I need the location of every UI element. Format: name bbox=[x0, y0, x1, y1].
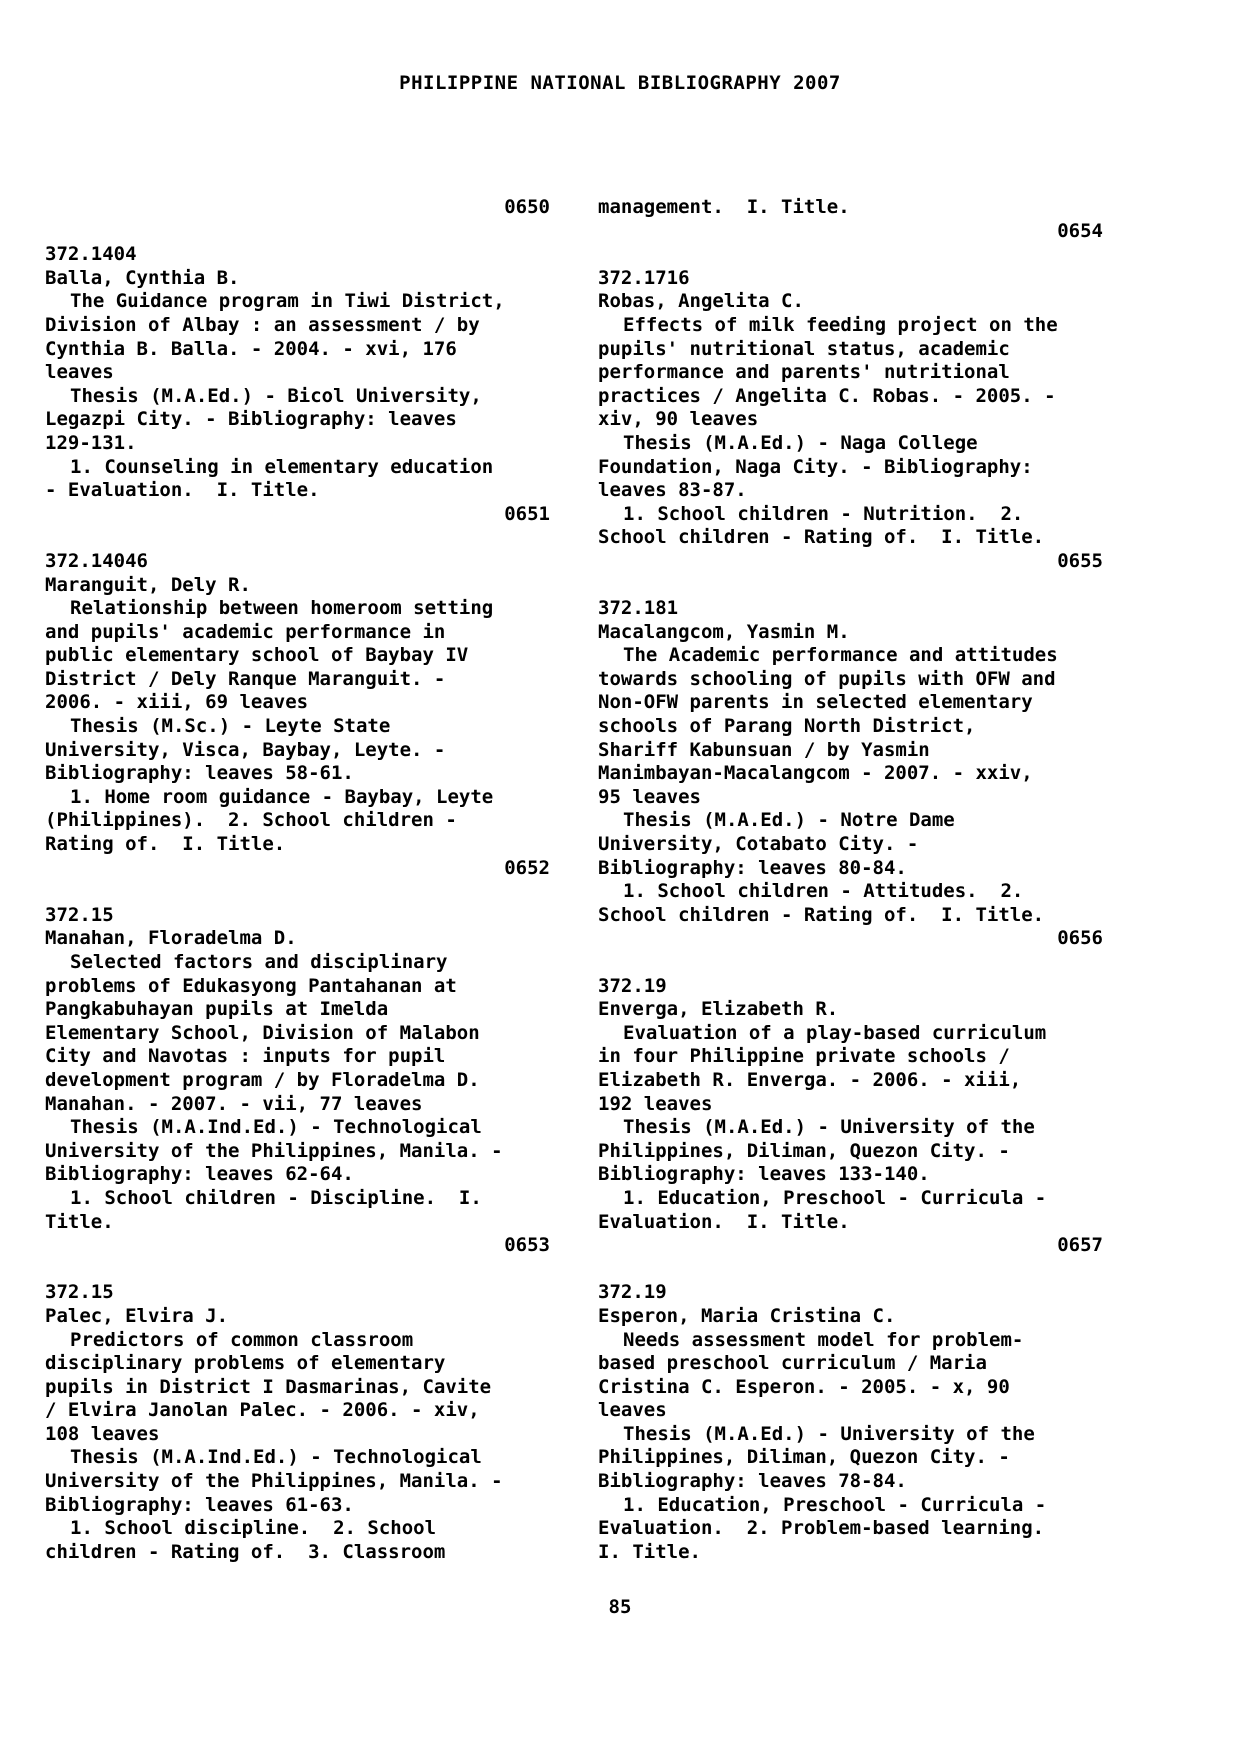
entry-line: Balla, Cynthia B. bbox=[45, 266, 240, 289]
entry-line: Bibliography: leaves 78-84. bbox=[598, 1470, 907, 1493]
left-column bbox=[45, 196, 550, 1564]
entry-line: Palec, Elvira J. bbox=[45, 1304, 229, 1327]
entry-line: Thesis (M.A.Ed.) - Naga College bbox=[623, 431, 978, 454]
entry-line: Evaluation of a play-based curriculum bbox=[623, 1021, 1047, 1044]
entry-line: Thesis (M.A.Ind.Ed.) - Technological bbox=[70, 1116, 482, 1139]
blank-line bbox=[598, 951, 1103, 975]
entry-number: 0651 bbox=[504, 502, 550, 525]
entry-line: Bibliography: leaves 133-140. bbox=[598, 1163, 930, 1186]
entry-line: practices / Angelita C. Robas. - 2005. - bbox=[598, 384, 1056, 407]
entry-line: Thesis (M.A.Ed.) - University of the bbox=[623, 1422, 1035, 1445]
entry-number: 0652 bbox=[504, 856, 550, 879]
entry-line: The Academic performance and attitudes bbox=[623, 644, 1058, 667]
entry-line: and pupils' academic performance in bbox=[45, 620, 446, 643]
entry-line: development program / by Floradelma D. bbox=[45, 1068, 480, 1091]
entry-line: Philippines, Diliman, Quezon City. - bbox=[598, 1139, 1010, 1162]
entry-line: problems of Edukasyong Pantahanan at bbox=[45, 974, 457, 997]
blank-line bbox=[45, 526, 550, 550]
entry-line: 1. Education, Preschool - Curricula - bbox=[623, 1186, 1047, 1209]
entry-line: Pangkabuhayan pupils at Imelda bbox=[45, 998, 389, 1021]
entry-line: School children - Rating of. I. Title. bbox=[598, 526, 1045, 549]
entry-number: 0657 bbox=[1057, 1234, 1103, 1257]
entry-line: Evaluation. 2. Problem-based learning. bbox=[598, 1517, 1045, 1540]
entry-line: Shariff Kabunsuan / by Yasmin bbox=[598, 738, 930, 761]
entry-line: pupils' nutritional status, academic bbox=[598, 337, 1010, 360]
entry-line: Thesis (M.A.Ed.) - Bicol University, bbox=[70, 384, 482, 407]
blank-line bbox=[45, 880, 550, 904]
entry-line: 108 leaves bbox=[45, 1422, 160, 1445]
entry-line: Bibliography: leaves 62-64. bbox=[45, 1163, 354, 1186]
entry-line: 2006. - xiii, 69 leaves bbox=[45, 691, 309, 714]
call-number: 372.1404 bbox=[45, 243, 137, 266]
entry-line: 1. School children - Nutrition. 2. bbox=[623, 502, 1024, 525]
entry-line: performance and parents' nutritional bbox=[598, 361, 1010, 384]
entry-line: The Guidance program in Tiwi District, bbox=[70, 290, 505, 313]
entry-line: Bibliography: leaves 58-61. bbox=[45, 762, 354, 785]
entry-line: 1. Education, Preschool - Curricula - bbox=[623, 1493, 1047, 1516]
blank-line bbox=[598, 574, 1103, 598]
entry-line: 95 leaves bbox=[598, 785, 701, 808]
blank-line bbox=[45, 1258, 550, 1282]
entry-line: Maranguit, Dely R. bbox=[45, 573, 251, 596]
entry-line: Manahan, Floradelma D. bbox=[45, 927, 297, 950]
entry-line: (Philippines). 2. School children - bbox=[45, 809, 457, 832]
entry-line: Thesis (M.A.Ed.) - Notre Dame bbox=[623, 809, 955, 832]
entry-line: Title. bbox=[45, 1210, 114, 1233]
entry-line: School children - Rating of. I. Title. bbox=[598, 903, 1045, 926]
entry-line: City and Navotas : inputs for pupil bbox=[45, 1045, 446, 1068]
entry-line: Manimbayan-Macalangcom - 2007. - xxiv, bbox=[598, 762, 1033, 785]
entry-line: Esperon, Maria Cristina C. bbox=[598, 1304, 896, 1327]
entry-line: Bibliography: leaves 80-84. bbox=[598, 856, 907, 879]
entry-line: University, Visca, Baybay, Leyte. - bbox=[45, 738, 446, 761]
entry-line: management. I. Title. bbox=[598, 196, 850, 218]
entry-line: Non-OFW parents in selected elementary bbox=[598, 691, 1033, 714]
entry-line: University of the Philippines, Manila. - bbox=[45, 1139, 503, 1162]
entry-line: University, Cotabato City. - bbox=[598, 833, 919, 856]
entry-number: 0650 bbox=[504, 196, 550, 218]
entry-line: 1. School children - Attitudes. 2. bbox=[623, 880, 1024, 903]
entry-line: Relationship between homeroom setting bbox=[70, 597, 494, 620]
entry-line: / Elvira Janolan Palec. - 2006. - xiv, bbox=[45, 1399, 480, 1422]
page-header: PHILIPPINE NATIONAL BIBLIOGRAPHY 2007 bbox=[399, 72, 841, 94]
entry-line: Enverga, Elizabeth R. bbox=[598, 998, 839, 1021]
entry-line: 192 leaves bbox=[598, 1092, 713, 1115]
entry-line: University of the Philippines, Manila. - bbox=[45, 1470, 503, 1493]
call-number: 372.15 bbox=[45, 903, 114, 926]
entry-line: Effects of milk feeding project on the bbox=[623, 313, 1058, 336]
entry-line: Selected factors and disciplinary bbox=[70, 951, 448, 973]
call-number: 372.14046 bbox=[45, 549, 148, 572]
entry-line: leaves bbox=[45, 361, 114, 384]
entry-line: Elementary School, Division of Malabon bbox=[45, 1021, 480, 1044]
right-column bbox=[598, 196, 1103, 1564]
entry-line: I. Title. bbox=[598, 1540, 701, 1563]
entry-line: Predictors of common classroom bbox=[70, 1328, 414, 1351]
call-number: 372.19 bbox=[598, 974, 667, 997]
call-number: 372.181 bbox=[598, 597, 679, 620]
call-number: 372.15 bbox=[45, 1281, 114, 1304]
entry-line: leaves 83-87. bbox=[598, 479, 747, 502]
blank-line bbox=[598, 243, 1103, 267]
entry-line: Thesis (M.Sc.) - Leyte State bbox=[70, 715, 391, 738]
blank-line bbox=[45, 220, 550, 244]
entry-line: Cynthia B. Balla. - 2004. - xvi, 176 bbox=[45, 337, 457, 360]
blank-line bbox=[598, 1258, 1103, 1282]
entry-line: Macalangcom, Yasmin M. bbox=[598, 620, 850, 643]
entry-line: leaves bbox=[598, 1399, 667, 1422]
entry-line: Cristina C. Esperon. - 2005. - x, 90 bbox=[598, 1375, 1010, 1398]
entry-line: Evaluation. I. Title. bbox=[598, 1210, 850, 1233]
entry-line: Legazpi City. - Bibliography: leaves bbox=[45, 408, 457, 431]
entry-line: based preschool curriculum / Maria bbox=[598, 1352, 987, 1375]
entry-line: disciplinary problems of elementary bbox=[45, 1352, 446, 1375]
entry-number: 0655 bbox=[1057, 549, 1103, 572]
call-number: 372.1716 bbox=[598, 266, 690, 289]
entry-line: Thesis (M.A.Ed.) - University of the bbox=[623, 1116, 1035, 1139]
entry-line: towards schooling of pupils with OFW and bbox=[598, 667, 1056, 690]
entry-line: 129-131. bbox=[45, 431, 137, 454]
page-number: 85 bbox=[608, 1596, 632, 1618]
entry-line: schools of Parang North District, bbox=[598, 715, 976, 738]
entry-line: - Evaluation. I. Title. bbox=[45, 479, 320, 502]
entry-line: 1. Counseling in elementary education bbox=[70, 455, 494, 478]
entry-line: 1. Home room guidance - Baybay, Leyte bbox=[70, 785, 494, 808]
entry-number: 0654 bbox=[1057, 219, 1103, 242]
entry-line: children - Rating of. 3. Classroom bbox=[45, 1540, 446, 1563]
entry-line: Philippines, Diliman, Quezon City. - bbox=[598, 1446, 1010, 1469]
entry-line: 1. School discipline. 2. School bbox=[70, 1517, 437, 1540]
entry-line: pupils in District I Dasmarinas, Cavite bbox=[45, 1375, 492, 1398]
entry-line: Rating of. I. Title. bbox=[45, 833, 286, 856]
entry-line: Division of Albay : an assessment / by bbox=[45, 313, 480, 336]
entry-line: Needs assessment model for problem- bbox=[623, 1328, 1024, 1351]
entry-line: Robas, Angelita C. bbox=[598, 290, 804, 313]
entry-line: 1. School children - Discipline. I. bbox=[70, 1186, 482, 1209]
entry-line: Elizabeth R. Enverga. - 2006. - xiii, bbox=[598, 1068, 1022, 1091]
entry-number: 0653 bbox=[504, 1234, 550, 1257]
entry-line: Thesis (M.A.Ind.Ed.) - Technological bbox=[70, 1446, 482, 1469]
entry-line: xiv, 90 leaves bbox=[598, 408, 759, 431]
call-number: 372.19 bbox=[598, 1281, 667, 1304]
entry-line: Bibliography: leaves 61-63. bbox=[45, 1493, 354, 1516]
entry-line: Manahan. - 2007. - vii, 77 leaves bbox=[45, 1092, 423, 1115]
entry-line: District / Dely Ranque Maranguit. - bbox=[45, 667, 446, 690]
entry-line: Foundation, Naga City. - Bibliography: bbox=[598, 455, 1033, 478]
entry-line: in four Philippine private schools / bbox=[598, 1045, 1010, 1068]
entry-number: 0656 bbox=[1057, 927, 1103, 950]
entry-line: public elementary school of Baybay IV bbox=[45, 644, 469, 667]
